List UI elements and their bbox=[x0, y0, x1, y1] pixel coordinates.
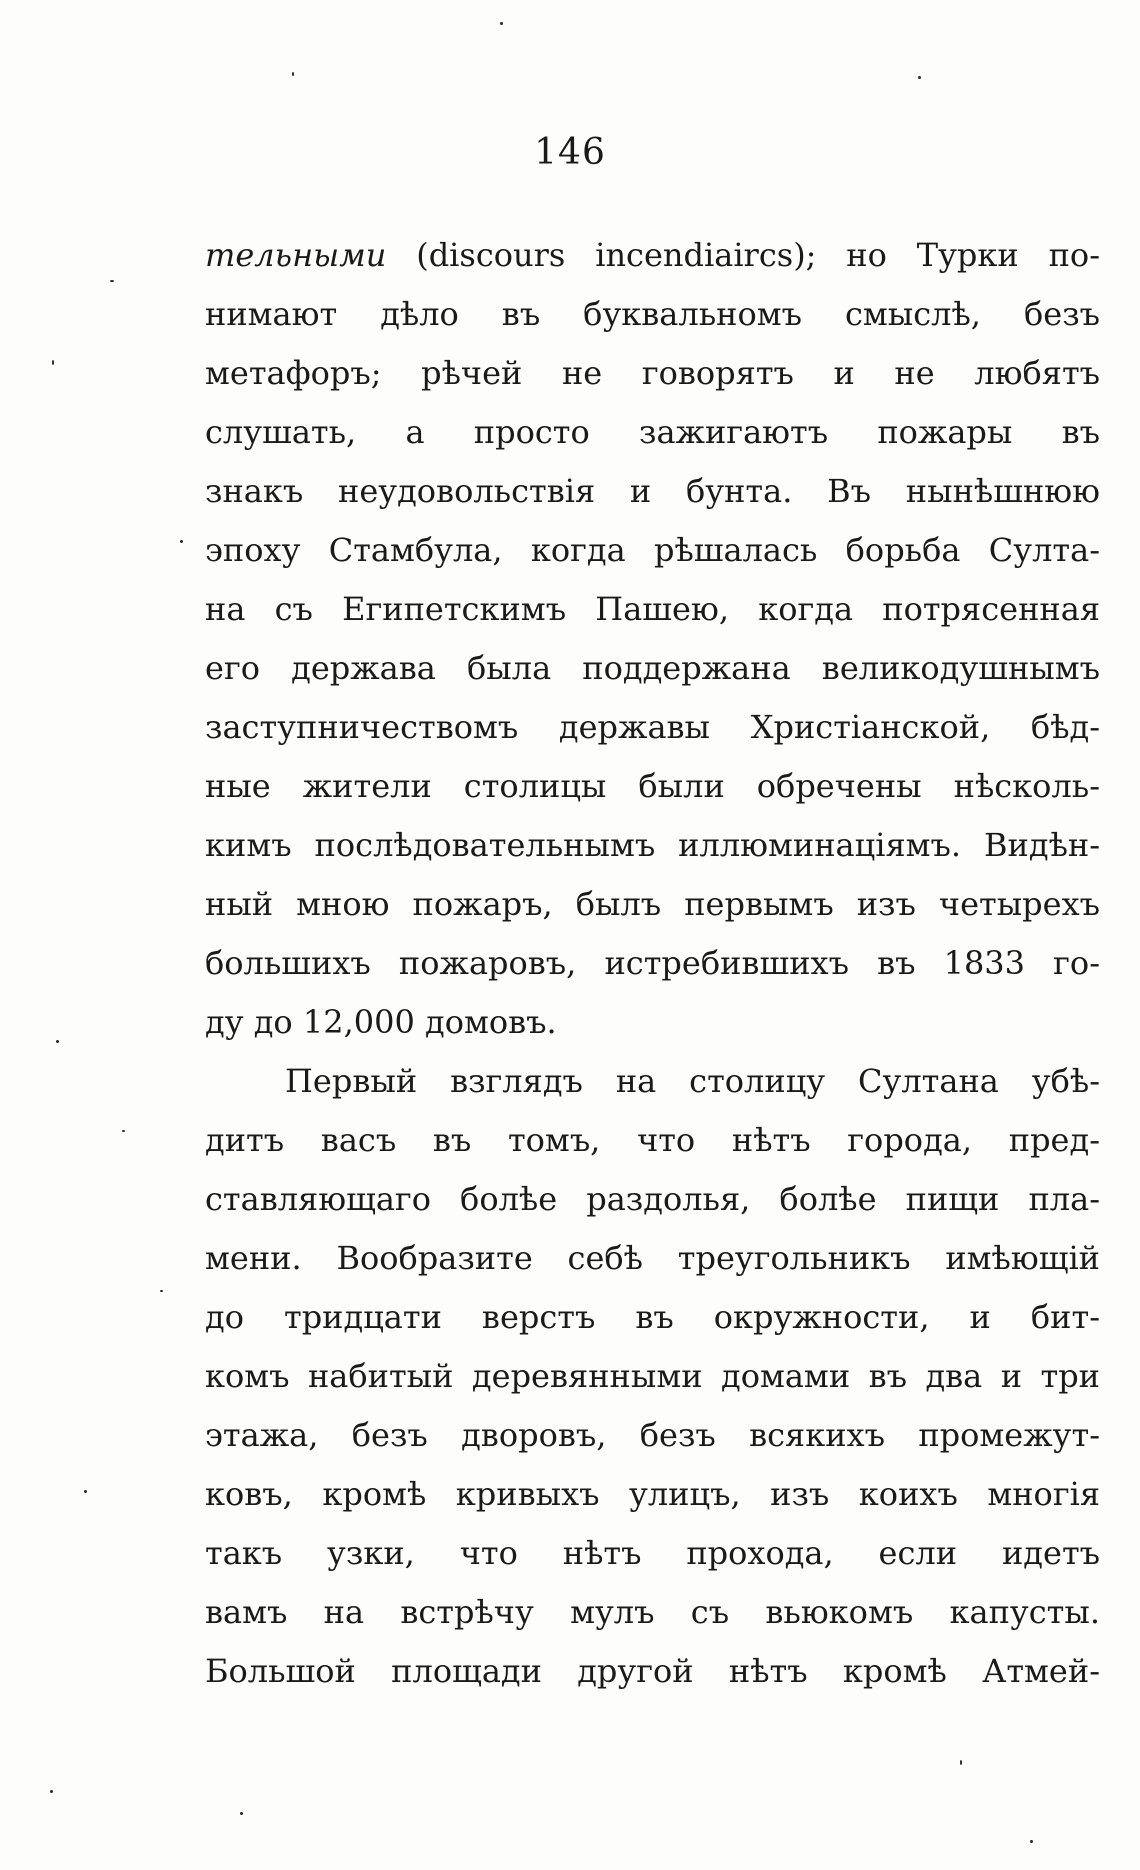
text-line bbox=[205, 1642, 1100, 1701]
text-line bbox=[205, 1347, 1100, 1406]
text-line bbox=[205, 1406, 1100, 1465]
scan-speck bbox=[56, 1040, 59, 1043]
line-text: мени. Вообразите себѣ треугольникъ имѣющій bbox=[205, 1239, 1100, 1277]
scan-speck bbox=[240, 1812, 243, 1815]
line-text: ковъ, кромѣ кривыхъ улицъ, изъ коихъ многія bbox=[205, 1475, 1100, 1513]
scan-speck bbox=[110, 280, 114, 282]
line-text: на съ Египетскимъ Пашею, когда потрясенная bbox=[205, 590, 1100, 628]
line-text: Первый взглядъ на столицу Султана убѣ- bbox=[285, 1062, 1100, 1100]
text-line bbox=[205, 285, 1100, 344]
line-text: Большой площади другой нѣтъ кромѣ Атмей- bbox=[205, 1652, 1100, 1690]
line-text: слушать, а просто зажигаютъ пожары въ bbox=[205, 413, 1100, 451]
scan-speck bbox=[180, 540, 183, 543]
text-line bbox=[205, 1111, 1100, 1170]
text-line bbox=[205, 403, 1100, 462]
italic-word: тельными bbox=[205, 236, 387, 274]
line-text: вамъ на встрѣчу мулъ съ вьюкомъ капусты. bbox=[205, 1593, 1100, 1631]
text-line bbox=[205, 580, 1100, 639]
scan-speck bbox=[960, 1760, 962, 1765]
text-line bbox=[205, 1052, 1100, 1111]
text-line bbox=[205, 875, 1100, 934]
scan-speck bbox=[84, 1490, 87, 1493]
text-line bbox=[205, 993, 1100, 1052]
scan-speck bbox=[292, 72, 294, 76]
text-line bbox=[205, 344, 1100, 403]
line-text: кимъ послѣдовательнымъ иллюминаціямъ. Видѣн- bbox=[205, 826, 1100, 864]
line-text: такъ узки, что нѣтъ прохода, если идетъ bbox=[205, 1534, 1100, 1572]
line-text: комъ набитый деревянными домами въ два и три bbox=[205, 1357, 1100, 1395]
text-line bbox=[205, 816, 1100, 875]
line-text: нимают дѣло въ буквальномъ смыслѣ, безъ bbox=[205, 295, 1100, 333]
line-text: этажа, безъ дворовъ, безъ всякихъ промежут- bbox=[205, 1416, 1100, 1454]
line-text: дитъ васъ въ томъ, что нѣтъ города, пред- bbox=[205, 1121, 1100, 1159]
line-text: большихъ пожаровъ, истребившихъ въ 1833 го- bbox=[205, 944, 1100, 982]
scan-speck bbox=[50, 1790, 53, 1793]
text-line bbox=[205, 1524, 1100, 1583]
scan-speck bbox=[160, 1290, 163, 1292]
text-line bbox=[205, 521, 1100, 580]
line-text: ные жители столицы были обречены нѣсколь- bbox=[205, 767, 1100, 805]
text-line bbox=[205, 1465, 1100, 1524]
text-line bbox=[205, 462, 1100, 521]
line-text: ный мною пожаръ, былъ первымъ изъ четырехъ bbox=[205, 885, 1100, 923]
line-text: эпоху Стамбула, когда рѣшалась борьба Султа- bbox=[205, 531, 1100, 569]
scan-speck bbox=[500, 22, 503, 25]
text-line bbox=[205, 757, 1100, 816]
body-text bbox=[205, 226, 1100, 1701]
page-number: 146 bbox=[534, 132, 606, 173]
text-line bbox=[205, 698, 1100, 757]
line-text: ду до 12,000 домовъ. bbox=[205, 1003, 557, 1041]
scan-speck bbox=[52, 360, 54, 365]
text-line bbox=[205, 639, 1100, 698]
text-line bbox=[205, 1170, 1100, 1229]
line-text: заступничествомъ державы Христіанской, бѣд- bbox=[205, 708, 1100, 746]
text-line bbox=[205, 1229, 1100, 1288]
line-text: ставляющаго болѣе раздолья, болѣе пищи пла- bbox=[205, 1180, 1100, 1218]
line-text: (discours incendiaircs); но Турки по- bbox=[386, 236, 1100, 274]
scan-speck bbox=[918, 76, 921, 79]
text-line bbox=[205, 226, 1100, 285]
scan-speck bbox=[1030, 1840, 1033, 1843]
text-line bbox=[205, 934, 1100, 993]
line-text: его держава была поддержана великодушнымъ bbox=[205, 649, 1100, 687]
line-text: до тридцати верстъ въ окружности, и бит- bbox=[205, 1298, 1100, 1336]
scan-speck bbox=[122, 1130, 125, 1132]
line-text: метафоръ; рѣчей не говорятъ и не любятъ bbox=[205, 354, 1100, 392]
line-text: знакъ неудовольствія и бунта. Въ нынѣшнюю bbox=[205, 472, 1100, 510]
text-line bbox=[205, 1288, 1100, 1347]
text-line bbox=[205, 1583, 1100, 1642]
